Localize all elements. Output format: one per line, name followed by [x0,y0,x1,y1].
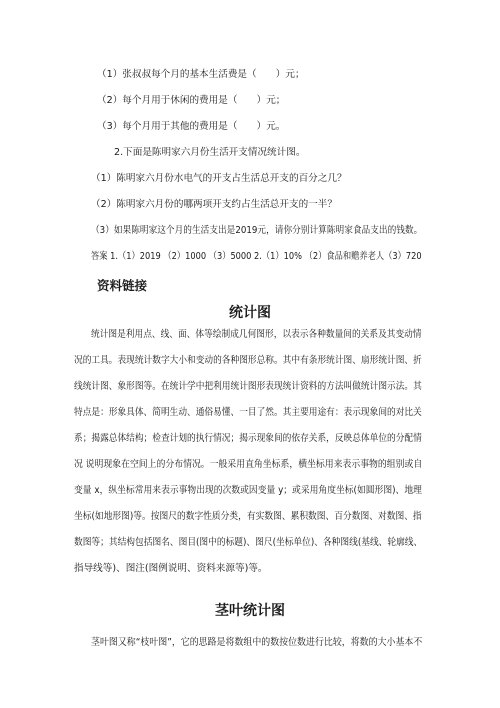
article-1-line-4: 特点是：形象具体、简明生动、通俗易懂、一目了然。其主要用途有：表示现象间的对比关 [74,407,422,418]
question-1-2: （2）每个月用于休闲的费用是（ ）元； [97,95,286,106]
article-1-line-9: 数图等；其结构包括图名、图目(图中的标题)、图尺(坐标单位)、各种图线(基线、轮廓线、 [74,537,423,548]
article-2-line-1: 茎叶图又称“枝叶图”，它的思路是将数组中的数按位数进行比较，将数的大小基本不 [91,637,423,648]
article-1-line-5: 系；揭露总体结构；检查计划的执行情况；揭示现象间的依存关系，反映总体单位的分配情 [74,433,422,444]
question-1-3: （3）每个月用于其他的费用是（ ）元。 [97,121,286,132]
article-1-line-6: 况 说明现象在空间上的分布情况。一般采用直角坐标系，横坐标用来表示事物的组别或自 [74,459,423,470]
question-2-2: （2）陈明家六月份的哪两项开支约占生活总开支的一半？ [91,199,337,210]
question-2-1: （1）陈明家六月份水电气的开支占生活总开支的百分之几？ [91,173,347,184]
problem-2-intro: 2.下面是陈明家六月份生活开支情况统计图。 [114,147,306,158]
article-1-line-2: 况的工具。表现统计数字大小和变动的各种图形总称。其中有条形统计图、扇形统计图、折 [74,355,422,366]
article-title-statistical-chart: 统计图 [229,305,271,321]
article-1-line-3: 线统计图、象形图等。在统计学中把利用统计图形表现统计资料的方法叫做统计图示法。其 [74,381,422,392]
answer-line: 答案 1.（1）2019 （2）1000 （3）5000 2.（1）10% （2）食品和赡养老人（3）720 [91,251,422,262]
article-title-stem-leaf: 茎叶统计图 [215,603,285,619]
article-1-line-8: 坐标(如地形图)等。按图尺的数字性质分类，有实数图、累积数图、百分数图、对数图、指 [74,511,422,522]
question-1-1: （1）张叔叔每个月的基本生活费是（ ）元； [97,69,305,80]
article-1-line-10: 指导线等)、图注(图例说明、资料来源等)等。 [74,563,268,574]
article-1-line-1: 统计图是利用点、线、面、体等绘制成几何图形，以表示各种数量间的关系及其变动情 [91,329,422,340]
section-heading: 资料链接 [97,278,148,293]
article-1-line-7: 变量 x，纵坐标常用来表示事物出现的次数或因变量 y；或采用角度坐标(如圆形图)、地理 [74,485,422,496]
question-2-3: （3）如果陈明家这个月的生活支出是2019元，请你分别计算陈明家食品支出的钱数。 [91,225,423,236]
